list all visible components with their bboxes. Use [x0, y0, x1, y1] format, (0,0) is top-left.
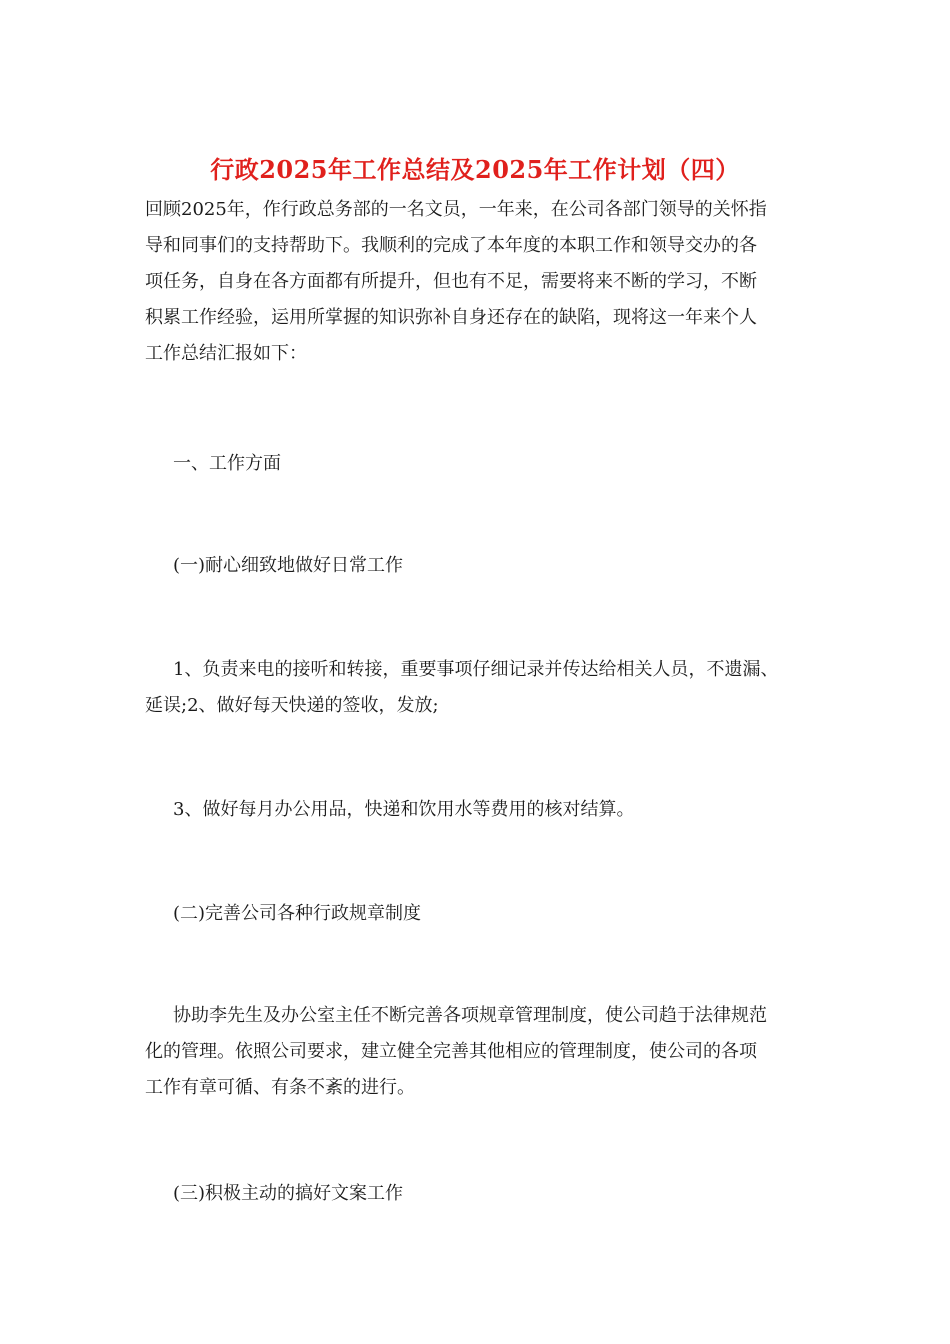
intro-line-2: 导和同事们的支持帮助下。我顺利的完成了本年度的本职工作和领导交办的各	[145, 235, 757, 256]
intro-line-1: 回顾2025年，作行政总务部的一名文员，一年来，在公司各部门领导的关怀指	[145, 199, 767, 220]
subsection-2-line-2: 化的管理。依照公司要求，建立健全完善其他相应的管理制度，使公司的各项	[145, 1041, 757, 1062]
item-3-paragraph: 3、做好每月办公用品，快递和饮用水等费用的核对结算。	[173, 799, 635, 820]
subsection-2-line-1: 协助李先生及办公室主任不断完善各项规章管理制度，使公司趋于法律规范	[173, 1005, 767, 1026]
document-title: 行政2025年工作总结及2025年工作计划（四）	[210, 155, 740, 184]
subsection-2-line-3: 工作有章可循、有条不紊的进行。	[145, 1077, 415, 1098]
intro-line-4: 积累工作经验，运用所掌握的知识弥补自身还存在的缺陷，现将这一年来个人	[145, 307, 757, 328]
subsection-3-heading: (三)积极主动的搞好文案工作	[173, 1183, 404, 1204]
section-1-heading: 一、工作方面	[173, 453, 281, 474]
subsection-1-heading: (一)耐心细致地做好日常工作	[173, 555, 404, 576]
item-1-line-1: 1、负责来电的接听和转接，重要事项仔细记录并传达给相关人员，不遗漏、	[173, 659, 779, 680]
subsection-2-paragraph	[145, 998, 815, 1106]
item-1-line-2: 延误;2、做好每天快递的签收，发放;	[145, 695, 439, 716]
intro-line-5: 工作总结汇报如下：	[145, 343, 307, 364]
intro-line-3: 项任务，自身在各方面都有所提升，但也有不足，需要将来不断的学习，不断	[145, 271, 757, 292]
intro-paragraph	[145, 192, 815, 372]
item-1-paragraph	[145, 652, 815, 724]
subsection-2-heading: (二)完善公司各种行政规章制度	[173, 903, 422, 924]
